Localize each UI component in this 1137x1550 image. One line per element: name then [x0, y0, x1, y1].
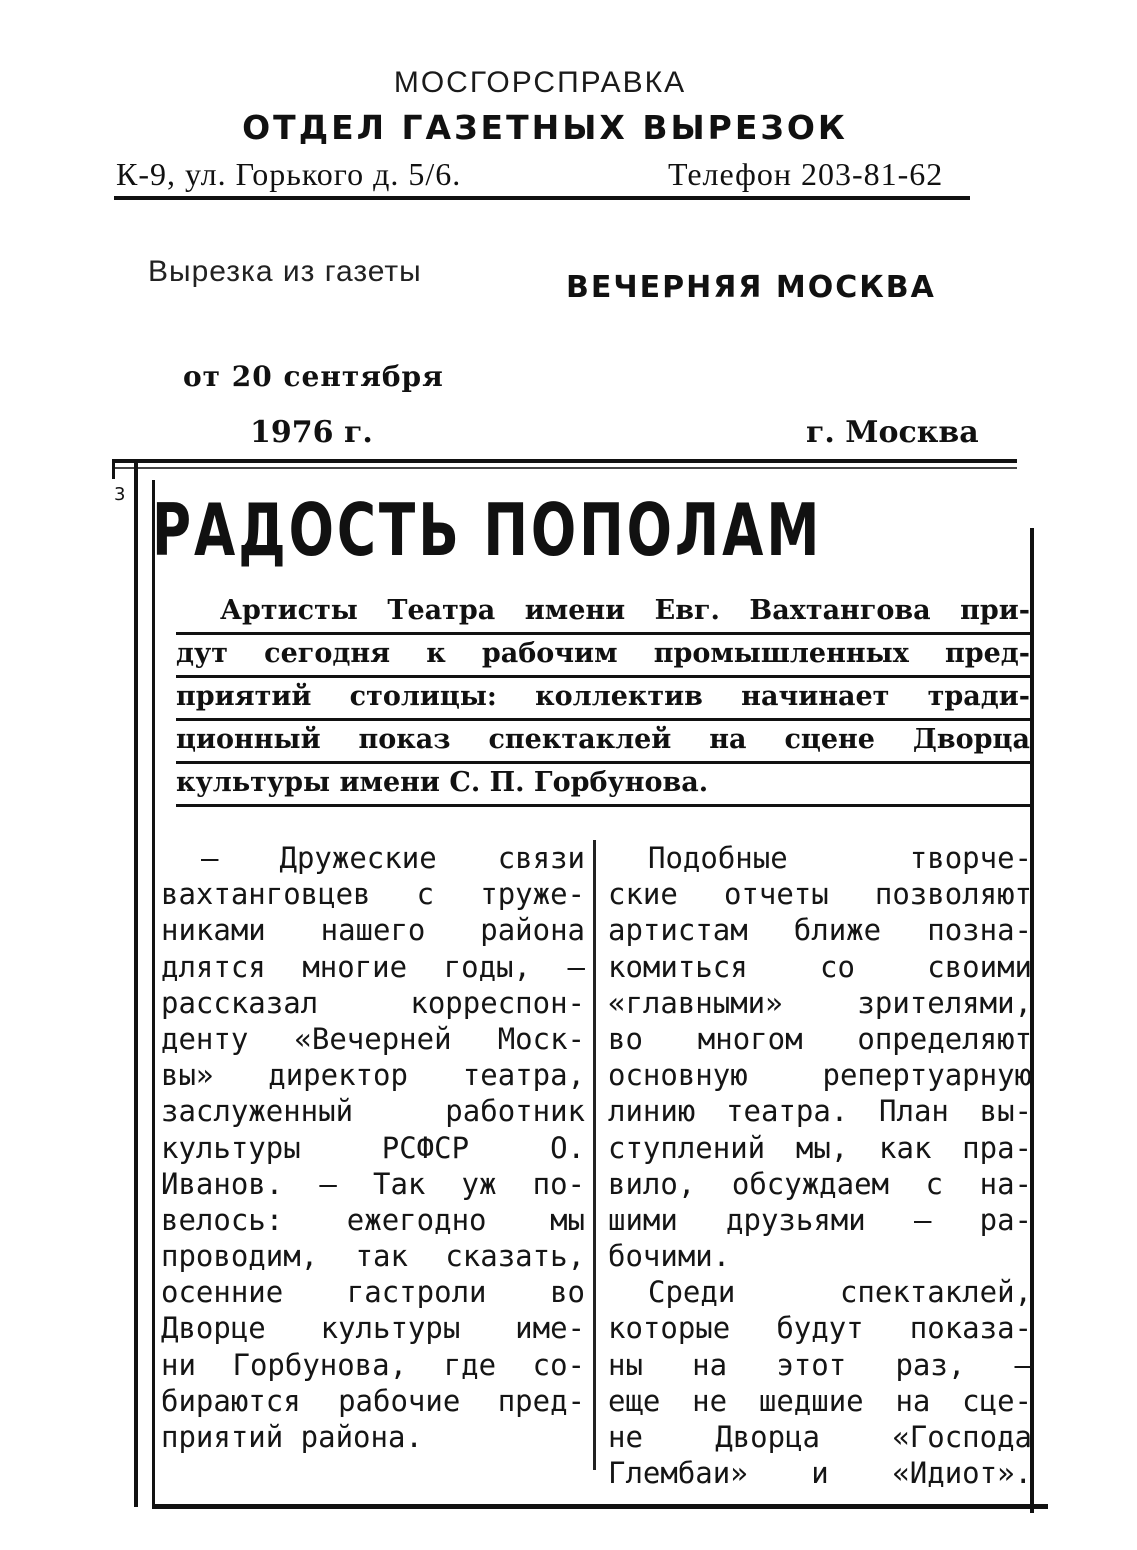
body-line: Глембаи» и «Идиот». [608, 1456, 1032, 1491]
body-line: вило, обсуждаем с на- [608, 1166, 1032, 1201]
article-column-left [161, 840, 585, 1455]
body-line: линию театра. План вы- [608, 1094, 1032, 1129]
agency-name: МОСГОРСПРАВКА [393, 66, 687, 99]
clipping-frame-corner [112, 459, 115, 479]
body-line: Среди спектаклей, [648, 1275, 1032, 1310]
body-line: денту «Вечерней Моск- [161, 1021, 585, 1056]
body-line: осенние гастроли во [161, 1275, 585, 1310]
body-line: рассказал корреспон- [161, 985, 585, 1020]
department-name: ОТДЕЛ ГАЗЕТНЫХ ВЫРЕЗОК [242, 108, 848, 147]
body-line: Иванов. — Так уж по- [161, 1166, 585, 1201]
lead-line: Артисты Театра имени Евг. Вахтангова при- [176, 594, 1030, 635]
body-line: длятся многие годы, — [161, 949, 585, 984]
body-line: основную репертуарную [608, 1058, 1032, 1093]
issue-city: г. Москва [806, 415, 979, 450]
body-line: бираются рабочие пред- [161, 1383, 585, 1418]
body-line: еще не шедшие на сце- [608, 1383, 1032, 1418]
agency-phone: Телефон 203-81-62 [668, 156, 944, 192]
body-line: — Дружеские связи [201, 841, 585, 875]
body-line: во многом определяют [608, 1021, 1032, 1056]
body-line: ступлений мы, как пра- [608, 1130, 1032, 1165]
body-line: Подобные творче- [648, 841, 1032, 875]
body-line: вы» директор театра, [161, 1058, 585, 1093]
lead-line: ционный показ спектаклей на сцене Дворца [176, 723, 1030, 764]
clipping-frame-inner-left [152, 480, 155, 1506]
body-line: комиться со своими [608, 949, 1032, 984]
body-line: которые будут показа- [608, 1311, 1032, 1346]
body-line: ни Горбунова, где со- [161, 1347, 585, 1382]
body-line: шими друзьями — ра- [608, 1202, 1032, 1237]
article-column-right [608, 840, 1032, 1491]
clipping-frame-bottom [152, 1504, 1048, 1509]
header-rule [114, 196, 970, 200]
body-line: не Дворца «Господа [608, 1420, 1032, 1454]
lead-line: культуры имени С. П. Горбунова. [176, 766, 1030, 807]
body-line: заслуженный работник [161, 1094, 585, 1129]
newspaper-name: ВЕЧЕРНЯЯ МОСКВА [566, 270, 936, 305]
clipping-frame-top-inner [112, 467, 1017, 469]
body-line: культуры РСФСР О. [161, 1130, 585, 1165]
body-line: бочими. [608, 1239, 731, 1274]
clipping-frame-left [134, 459, 138, 1507]
clipping-frame-top [112, 459, 1017, 463]
body-line: ны на этот раз, — [608, 1347, 1032, 1382]
body-line: никами нашего района [161, 913, 585, 948]
lead-line: приятий столицы: коллектив начинает тради- [176, 680, 1030, 721]
issue-date: от 20 сентября [183, 360, 444, 393]
page-number: 3 [114, 484, 126, 505]
issue-year: 1976 г. [250, 415, 373, 450]
body-line: «главными» зрителями, [608, 985, 1032, 1020]
source-label: Вырезка из газеты [148, 255, 422, 288]
body-line: ские отчеты позволяют [608, 877, 1032, 912]
lead-line: дут сегодня к рабочим промышленных пред- [176, 637, 1030, 678]
article-headline: РАДОСТЬ ПОПОЛАМ [152, 488, 823, 572]
body-line: артистам ближе позна- [608, 913, 1032, 948]
body-line: приятий района. [161, 1420, 423, 1454]
body-line: вахтанговцев с труже- [161, 877, 585, 912]
body-line: велось: ежегодно мы [161, 1202, 585, 1237]
article-lead [176, 594, 1030, 809]
agency-address: К-9, ул. Горького д. 5/6. [116, 156, 462, 192]
column-divider [593, 840, 596, 1470]
body-line: проводим, так сказать, [161, 1239, 585, 1274]
body-line: Дворце культуры име- [161, 1311, 585, 1346]
